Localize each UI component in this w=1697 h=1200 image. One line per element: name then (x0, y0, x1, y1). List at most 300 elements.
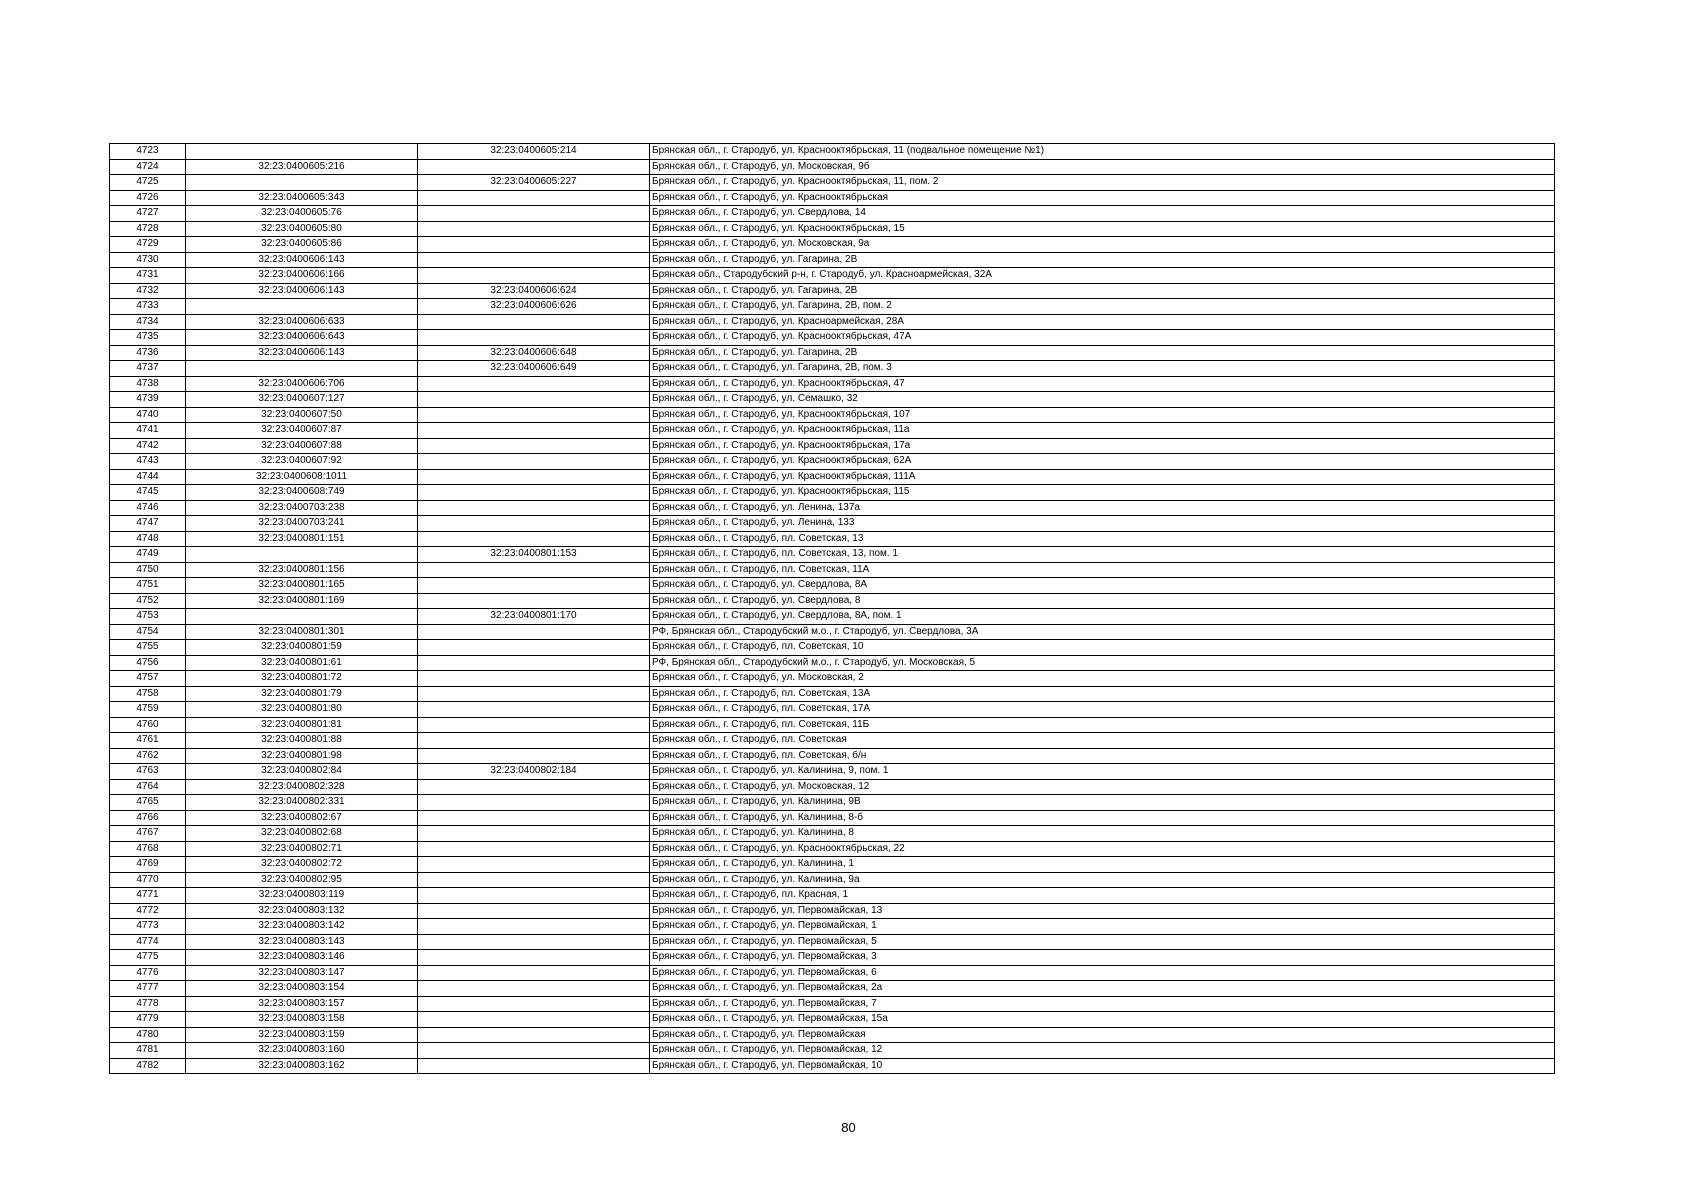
row-number-cell: 4743 (110, 454, 186, 470)
table-row (110, 454, 1555, 470)
address-cell: Брянская обл., г. Стародуб, ул. Краснооктябрьская (650, 190, 1555, 206)
land-cadastral-number-cell: 32:23:0400802:72 (186, 857, 418, 873)
table-row (110, 1027, 1555, 1043)
row-number-cell: 4782 (110, 1058, 186, 1074)
land-cadastral-number-cell (186, 609, 418, 625)
land-cadastral-number-cell: 32:23:0400801:61 (186, 655, 418, 671)
table-row (110, 562, 1555, 578)
table-row (110, 252, 1555, 268)
row-number-cell: 4758 (110, 686, 186, 702)
address-cell: Брянская обл., г. Стародуб, ул. Московская, 9а (650, 237, 1555, 253)
table-row (110, 438, 1555, 454)
land-cadastral-number-cell: 32:23:0400606:633 (186, 314, 418, 330)
row-number-cell: 4759 (110, 702, 186, 718)
premises-cadastral-number-cell (418, 686, 650, 702)
row-number-cell: 4773 (110, 919, 186, 935)
address-cell: Брянская обл., г. Стародуб, ул. Гагарина, 2В (650, 252, 1555, 268)
premises-cadastral-number-cell: 32:23:0400606:649 (418, 361, 650, 377)
address-cell: Брянская обл., г. Стародуб, ул. Первомайская, 5 (650, 934, 1555, 950)
table-row (110, 919, 1555, 935)
row-number-cell: 4749 (110, 547, 186, 563)
address-cell: Брянская обл., г. Стародуб, ул. Первомайская, 1 (650, 919, 1555, 935)
row-number-cell: 4751 (110, 578, 186, 594)
row-number-cell: 4727 (110, 206, 186, 222)
land-cadastral-number-cell: 32:23:0400803:157 (186, 996, 418, 1012)
premises-cadastral-number-cell (418, 1058, 650, 1074)
premises-cadastral-number-cell: 32:23:0400606:624 (418, 283, 650, 299)
row-number-cell: 4736 (110, 345, 186, 361)
row-number-cell: 4771 (110, 888, 186, 904)
row-number-cell: 4778 (110, 996, 186, 1012)
row-number-cell: 4724 (110, 159, 186, 175)
table-row (110, 655, 1555, 671)
address-cell: Брянская обл., г. Стародуб, ул. Краснооктябрьская, 11, пом. 2 (650, 175, 1555, 191)
table-row (110, 175, 1555, 191)
premises-cadastral-number-cell (418, 748, 650, 764)
row-number-cell: 4766 (110, 810, 186, 826)
premises-cadastral-number-cell (418, 1043, 650, 1059)
land-cadastral-number-cell: 32:23:0400803:154 (186, 981, 418, 997)
table-row (110, 469, 1555, 485)
address-cell: Брянская обл., г. Стародуб, ул. Краснооктябрьская, 47 (650, 376, 1555, 392)
premises-cadastral-number-cell: 32:23:0400801:170 (418, 609, 650, 625)
premises-cadastral-number-cell (418, 671, 650, 687)
address-cell: Брянская обл., г. Стародуб, пл. Советская, 13А (650, 686, 1555, 702)
table-row (110, 965, 1555, 981)
land-cadastral-number-cell: 32:23:0400801:98 (186, 748, 418, 764)
land-cadastral-number-cell: 32:23:0400802:68 (186, 826, 418, 842)
row-number-cell: 4781 (110, 1043, 186, 1059)
land-cadastral-number-cell: 32:23:0400803:160 (186, 1043, 418, 1059)
row-number-cell: 4753 (110, 609, 186, 625)
address-cell: Брянская обл., г. Стародуб, ул. Первомайская, 6 (650, 965, 1555, 981)
land-cadastral-number-cell: 32:23:0400801:165 (186, 578, 418, 594)
address-cell: Брянская обл., Стародубский р-н, г. Стародуб, ул. Красноармейская, 32А (650, 268, 1555, 284)
table-row (110, 748, 1555, 764)
premises-cadastral-number-cell (418, 903, 650, 919)
premises-cadastral-number-cell (418, 314, 650, 330)
row-number-cell: 4750 (110, 562, 186, 578)
premises-cadastral-number-cell (418, 485, 650, 501)
address-cell: Брянская обл., г. Стародуб, ул. Московская, 2 (650, 671, 1555, 687)
premises-cadastral-number-cell (418, 469, 650, 485)
premises-cadastral-number-cell (418, 950, 650, 966)
address-cell: Брянская обл., г. Стародуб, ул. Московская, 12 (650, 779, 1555, 795)
row-number-cell: 4728 (110, 221, 186, 237)
premises-cadastral-number-cell (418, 841, 650, 857)
premises-cadastral-number-cell (418, 826, 650, 842)
premises-cadastral-number-cell (418, 640, 650, 656)
land-cadastral-number-cell: 32:23:0400607:127 (186, 392, 418, 408)
premises-cadastral-number-cell (418, 934, 650, 950)
address-cell: Брянская обл., г. Стародуб, ул. Первомайская, 7 (650, 996, 1555, 1012)
table-row (110, 903, 1555, 919)
table-row (110, 144, 1555, 160)
address-cell: Брянская обл., г. Стародуб, ул. Семашко, 32 (650, 392, 1555, 408)
registry-table-body (110, 144, 1555, 1074)
land-cadastral-number-cell: 32:23:0400801:79 (186, 686, 418, 702)
land-cadastral-number-cell: 32:23:0400605:86 (186, 237, 418, 253)
premises-cadastral-number-cell (418, 857, 650, 873)
table-row (110, 190, 1555, 206)
table-row (110, 686, 1555, 702)
premises-cadastral-number-cell (418, 996, 650, 1012)
table-row (110, 361, 1555, 377)
address-cell: Брянская обл., г. Стародуб, пл. Советская, 10 (650, 640, 1555, 656)
premises-cadastral-number-cell (418, 1027, 650, 1043)
row-number-cell: 4741 (110, 423, 186, 439)
table-row (110, 345, 1555, 361)
address-cell: Брянская обл., г. Стародуб, ул. Ленина, 137а (650, 500, 1555, 516)
premises-cadastral-number-cell: 32:23:0400605:227 (418, 175, 650, 191)
address-cell: Брянская обл., г. Стародуб, ул. Свердлова, 8 (650, 593, 1555, 609)
land-cadastral-number-cell: 32:23:0400803:143 (186, 934, 418, 950)
table-row (110, 640, 1555, 656)
address-cell: Брянская обл., г. Стародуб, ул. Калинина, 9В (650, 795, 1555, 811)
premises-cadastral-number-cell (418, 578, 650, 594)
premises-cadastral-number-cell (418, 593, 650, 609)
address-cell: Брянская обл., г. Стародуб, ул. Гагарина, 2В, пом. 3 (650, 361, 1555, 377)
land-cadastral-number-cell: 32:23:0400607:87 (186, 423, 418, 439)
row-number-cell: 4777 (110, 981, 186, 997)
land-cadastral-number-cell (186, 299, 418, 315)
table-row (110, 283, 1555, 299)
row-number-cell: 4772 (110, 903, 186, 919)
address-cell: РФ, Брянская обл., Стародубский м.о., г. Стародуб, ул. Свердлова, 3А (650, 624, 1555, 640)
land-cadastral-number-cell: 32:23:0400801:301 (186, 624, 418, 640)
land-cadastral-number-cell: 32:23:0400803:142 (186, 919, 418, 935)
premises-cadastral-number-cell (418, 423, 650, 439)
premises-cadastral-number-cell (418, 965, 650, 981)
land-cadastral-number-cell: 32:23:0400803:132 (186, 903, 418, 919)
premises-cadastral-number-cell (418, 392, 650, 408)
premises-cadastral-number-cell (418, 531, 650, 547)
premises-cadastral-number-cell (418, 268, 650, 284)
land-cadastral-number-cell: 32:23:0400606:143 (186, 283, 418, 299)
land-cadastral-number-cell: 32:23:0400801:80 (186, 702, 418, 718)
address-cell: Брянская обл., г. Стародуб, ул. Первомайская, 2а (650, 981, 1555, 997)
land-cadastral-number-cell: 32:23:0400803:119 (186, 888, 418, 904)
row-number-cell: 4780 (110, 1027, 186, 1043)
table-row (110, 221, 1555, 237)
premises-cadastral-number-cell (418, 159, 650, 175)
address-cell: Брянская обл., г. Стародуб, ул. Краснооктябрьская, 11а (650, 423, 1555, 439)
premises-cadastral-number-cell (418, 888, 650, 904)
land-cadastral-number-cell: 32:23:0400803:146 (186, 950, 418, 966)
table-row (110, 423, 1555, 439)
row-number-cell: 4729 (110, 237, 186, 253)
row-number-cell: 4725 (110, 175, 186, 191)
row-number-cell: 4764 (110, 779, 186, 795)
table-row (110, 702, 1555, 718)
table-row (110, 764, 1555, 780)
table-row (110, 392, 1555, 408)
table-row (110, 888, 1555, 904)
address-cell: Брянская обл., г. Стародуб, ул. Калинина, 1 (650, 857, 1555, 873)
table-row (110, 237, 1555, 253)
table-row (110, 795, 1555, 811)
page-number: 80 (841, 1120, 856, 1135)
table-row (110, 733, 1555, 749)
address-cell: Брянская обл., г. Стародуб, ул. Ленина, 133 (650, 516, 1555, 532)
land-cadastral-number-cell: 32:23:0400703:241 (186, 516, 418, 532)
premises-cadastral-number-cell (418, 810, 650, 826)
premises-cadastral-number-cell: 32:23:0400605:214 (418, 144, 650, 160)
row-number-cell: 4748 (110, 531, 186, 547)
land-cadastral-number-cell: 32:23:0400606:643 (186, 330, 418, 346)
registry-table (109, 143, 1555, 1074)
premises-cadastral-number-cell (418, 624, 650, 640)
land-cadastral-number-cell: 32:23:0400802:328 (186, 779, 418, 795)
address-cell: Брянская обл., г. Стародуб, ул. Краснооктябрьская, 15 (650, 221, 1555, 237)
premises-cadastral-number-cell (418, 190, 650, 206)
address-cell: Брянская обл., г. Стародуб, пл. Советская (650, 733, 1555, 749)
row-number-cell: 4768 (110, 841, 186, 857)
table-row (110, 624, 1555, 640)
table-row (110, 609, 1555, 625)
premises-cadastral-number-cell (418, 376, 650, 392)
premises-cadastral-number-cell (418, 795, 650, 811)
table-row (110, 826, 1555, 842)
address-cell: Брянская обл., г. Стародуб, ул. Первомайская, 10 (650, 1058, 1555, 1074)
row-number-cell: 4733 (110, 299, 186, 315)
address-cell: Брянская обл., г. Стародуб, ул. Калинина, 9а (650, 872, 1555, 888)
table-row (110, 671, 1555, 687)
address-cell: Брянская обл., г. Стародуб, ул. Свердлова, 8А (650, 578, 1555, 594)
table-row (110, 547, 1555, 563)
row-number-cell: 4779 (110, 1012, 186, 1028)
row-number-cell: 4757 (110, 671, 186, 687)
row-number-cell: 4767 (110, 826, 186, 842)
row-number-cell: 4760 (110, 717, 186, 733)
premises-cadastral-number-cell (418, 221, 650, 237)
address-cell: Брянская обл., г. Стародуб, ул. Первомайская, 12 (650, 1043, 1555, 1059)
table-row (110, 407, 1555, 423)
land-cadastral-number-cell: 32:23:0400803:162 (186, 1058, 418, 1074)
land-cadastral-number-cell: 32:23:0400608:1011 (186, 469, 418, 485)
row-number-cell: 4731 (110, 268, 186, 284)
row-number-cell: 4765 (110, 795, 186, 811)
table-row (110, 531, 1555, 547)
land-cadastral-number-cell: 32:23:0400607:50 (186, 407, 418, 423)
address-cell: Брянская обл., г. Стародуб, ул. Краснооктябрьская, 22 (650, 841, 1555, 857)
table-row (110, 717, 1555, 733)
row-number-cell: 4735 (110, 330, 186, 346)
land-cadastral-number-cell: 32:23:0400605:80 (186, 221, 418, 237)
row-number-cell: 4739 (110, 392, 186, 408)
address-cell: Брянская обл., г. Стародуб, ул. Калинина, 9, пом. 1 (650, 764, 1555, 780)
premises-cadastral-number-cell (418, 717, 650, 733)
row-number-cell: 4754 (110, 624, 186, 640)
address-cell: Брянская обл., г. Стародуб, ул. Первомайская (650, 1027, 1555, 1043)
premises-cadastral-number-cell (418, 562, 650, 578)
row-number-cell: 4732 (110, 283, 186, 299)
premises-cadastral-number-cell (418, 702, 650, 718)
address-cell: Брянская обл., г. Стародуб, ул. Калинина, 8 (650, 826, 1555, 842)
address-cell: Брянская обл., г. Стародуб, ул. Московская, 9б (650, 159, 1555, 175)
table-row (110, 376, 1555, 392)
row-number-cell: 4734 (110, 314, 186, 330)
row-number-cell: 4726 (110, 190, 186, 206)
address-cell: Брянская обл., г. Стародуб, ул. Калинина, 8-б (650, 810, 1555, 826)
address-cell: Брянская обл., г. Стародуб, ул. Краснооктябрьская, 107 (650, 407, 1555, 423)
address-cell: Брянская обл., г. Стародуб, пл. Советская, 11А (650, 562, 1555, 578)
address-cell: Брянская обл., г. Стародуб, ул. Первомайская, 13 (650, 903, 1555, 919)
premises-cadastral-number-cell: 32:23:0400606:648 (418, 345, 650, 361)
table-row (110, 872, 1555, 888)
land-cadastral-number-cell: 32:23:0400703:238 (186, 500, 418, 516)
row-number-cell: 4740 (110, 407, 186, 423)
premises-cadastral-number-cell (418, 330, 650, 346)
address-cell: Брянская обл., г. Стародуб, ул. Краснооктябрьская, 111А (650, 469, 1555, 485)
row-number-cell: 4737 (110, 361, 186, 377)
address-cell: Брянская обл., г. Стародуб, пл. Советская, б/н (650, 748, 1555, 764)
premises-cadastral-number-cell (418, 733, 650, 749)
address-cell: Брянская обл., г. Стародуб, ул. Краснооктябрьская, 47А (650, 330, 1555, 346)
address-cell: Брянская обл., г. Стародуб, пл. Советская, 17А (650, 702, 1555, 718)
address-cell: Брянская обл., г. Стародуб, ул. Гагарина, 2В (650, 345, 1555, 361)
row-number-cell: 4769 (110, 857, 186, 873)
land-cadastral-number-cell: 32:23:0400607:88 (186, 438, 418, 454)
land-cadastral-number-cell: 32:23:0400802:71 (186, 841, 418, 857)
row-number-cell: 4747 (110, 516, 186, 532)
row-number-cell: 4763 (110, 764, 186, 780)
land-cadastral-number-cell: 32:23:0400801:59 (186, 640, 418, 656)
land-cadastral-number-cell: 32:23:0400606:166 (186, 268, 418, 284)
land-cadastral-number-cell: 32:23:0400802:95 (186, 872, 418, 888)
table-row (110, 1012, 1555, 1028)
land-cadastral-number-cell: 32:23:0400801:156 (186, 562, 418, 578)
row-number-cell: 4742 (110, 438, 186, 454)
premises-cadastral-number-cell (418, 655, 650, 671)
table-row (110, 810, 1555, 826)
row-number-cell: 4738 (110, 376, 186, 392)
address-cell: Брянская обл., г. Стародуб, пл. Красная, 1 (650, 888, 1555, 904)
table-row (110, 500, 1555, 516)
land-cadastral-number-cell: 32:23:0400606:143 (186, 345, 418, 361)
table-row (110, 779, 1555, 795)
address-cell: Брянская обл., г. Стародуб, ул. Первомайская, 3 (650, 950, 1555, 966)
address-cell: Брянская обл., г. Стародуб, ул. Гагарина, 2В (650, 283, 1555, 299)
row-number-cell: 4762 (110, 748, 186, 764)
row-number-cell: 4745 (110, 485, 186, 501)
land-cadastral-number-cell: 32:23:0400803:158 (186, 1012, 418, 1028)
address-cell: Брянская обл., г. Стародуб, ул. Первомайская, 15а (650, 1012, 1555, 1028)
land-cadastral-number-cell (186, 547, 418, 563)
table-row (110, 1058, 1555, 1074)
table-row (110, 206, 1555, 222)
table-row (110, 950, 1555, 966)
premises-cadastral-number-cell (418, 1012, 650, 1028)
land-cadastral-number-cell: 32:23:0400605:76 (186, 206, 418, 222)
land-cadastral-number-cell (186, 175, 418, 191)
table-row (110, 841, 1555, 857)
land-cadastral-number-cell: 32:23:0400801:151 (186, 531, 418, 547)
address-cell: РФ, Брянская обл., Стародубский м.о., г. Стародуб, ул. Московская, 5 (650, 655, 1555, 671)
table-row (110, 857, 1555, 873)
table-row (110, 1043, 1555, 1059)
table-row (110, 485, 1555, 501)
premises-cadastral-number-cell (418, 516, 650, 532)
premises-cadastral-number-cell (418, 872, 650, 888)
land-cadastral-number-cell: 32:23:0400606:706 (186, 376, 418, 392)
row-number-cell: 4744 (110, 469, 186, 485)
table-row (110, 981, 1555, 997)
land-cadastral-number-cell (186, 361, 418, 377)
land-cadastral-number-cell: 32:23:0400802:331 (186, 795, 418, 811)
address-cell: Брянская обл., г. Стародуб, ул. Красноармейская, 28А (650, 314, 1555, 330)
land-cadastral-number-cell: 32:23:0400803:159 (186, 1027, 418, 1043)
row-number-cell: 4776 (110, 965, 186, 981)
land-cadastral-number-cell: 32:23:0400802:84 (186, 764, 418, 780)
table-row (110, 996, 1555, 1012)
premises-cadastral-number-cell (418, 237, 650, 253)
land-cadastral-number-cell: 32:23:0400803:147 (186, 965, 418, 981)
address-cell: Брянская обл., г. Стародуб, ул. Гагарина, 2В, пом. 2 (650, 299, 1555, 315)
address-cell: Брянская обл., г. Стародуб, ул. Краснооктябрьская, 17а (650, 438, 1555, 454)
row-number-cell: 4756 (110, 655, 186, 671)
land-cadastral-number-cell: 32:23:0400607:92 (186, 454, 418, 470)
land-cadastral-number-cell: 32:23:0400801:169 (186, 593, 418, 609)
land-cadastral-number-cell: 32:23:0400605:216 (186, 159, 418, 175)
row-number-cell: 4746 (110, 500, 186, 516)
address-cell: Брянская обл., г. Стародуб, пл. Советская, 13 (650, 531, 1555, 547)
row-number-cell: 4775 (110, 950, 186, 966)
premises-cadastral-number-cell: 32:23:0400801:153 (418, 547, 650, 563)
table-row (110, 330, 1555, 346)
table-row (110, 578, 1555, 594)
land-cadastral-number-cell: 32:23:0400608:749 (186, 485, 418, 501)
land-cadastral-number-cell: 32:23:0400801:81 (186, 717, 418, 733)
premises-cadastral-number-cell (418, 454, 650, 470)
premises-cadastral-number-cell: 32:23:0400606:626 (418, 299, 650, 315)
address-cell: Брянская обл., г. Стародуб, пл. Советская, 11Б (650, 717, 1555, 733)
table-row (110, 159, 1555, 175)
land-cadastral-number-cell: 32:23:0400606:143 (186, 252, 418, 268)
row-number-cell: 4755 (110, 640, 186, 656)
address-cell: Брянская обл., г. Стародуб, ул. Краснооктябрьская, 11 (подвальное помещение №1) (650, 144, 1555, 160)
land-cadastral-number-cell: 32:23:0400801:72 (186, 671, 418, 687)
address-cell: Брянская обл., г. Стародуб, ул. Краснооктябрьская, 115 (650, 485, 1555, 501)
land-cadastral-number-cell: 32:23:0400605:343 (186, 190, 418, 206)
row-number-cell: 4752 (110, 593, 186, 609)
table-row (110, 314, 1555, 330)
premises-cadastral-number-cell (418, 252, 650, 268)
land-cadastral-number-cell (186, 144, 418, 160)
table-row (110, 934, 1555, 950)
table-row (110, 516, 1555, 532)
premises-cadastral-number-cell (418, 206, 650, 222)
address-cell: Брянская обл., г. Стародуб, пл. Советская, 13, пом. 1 (650, 547, 1555, 563)
premises-cadastral-number-cell: 32:23:0400802:184 (418, 764, 650, 780)
premises-cadastral-number-cell (418, 500, 650, 516)
address-cell: Брянская обл., г. Стародуб, ул. Свердлова, 8А, пом. 1 (650, 609, 1555, 625)
premises-cadastral-number-cell (418, 407, 650, 423)
row-number-cell: 4730 (110, 252, 186, 268)
premises-cadastral-number-cell (418, 981, 650, 997)
table-row (110, 268, 1555, 284)
premises-cadastral-number-cell (418, 779, 650, 795)
row-number-cell: 4770 (110, 872, 186, 888)
row-number-cell: 4774 (110, 934, 186, 950)
premises-cadastral-number-cell (418, 919, 650, 935)
row-number-cell: 4761 (110, 733, 186, 749)
premises-cadastral-number-cell (418, 438, 650, 454)
table-row (110, 593, 1555, 609)
table-row (110, 299, 1555, 315)
row-number-cell: 4723 (110, 144, 186, 160)
address-cell: Брянская обл., г. Стародуб, ул. Свердлова, 14 (650, 206, 1555, 222)
